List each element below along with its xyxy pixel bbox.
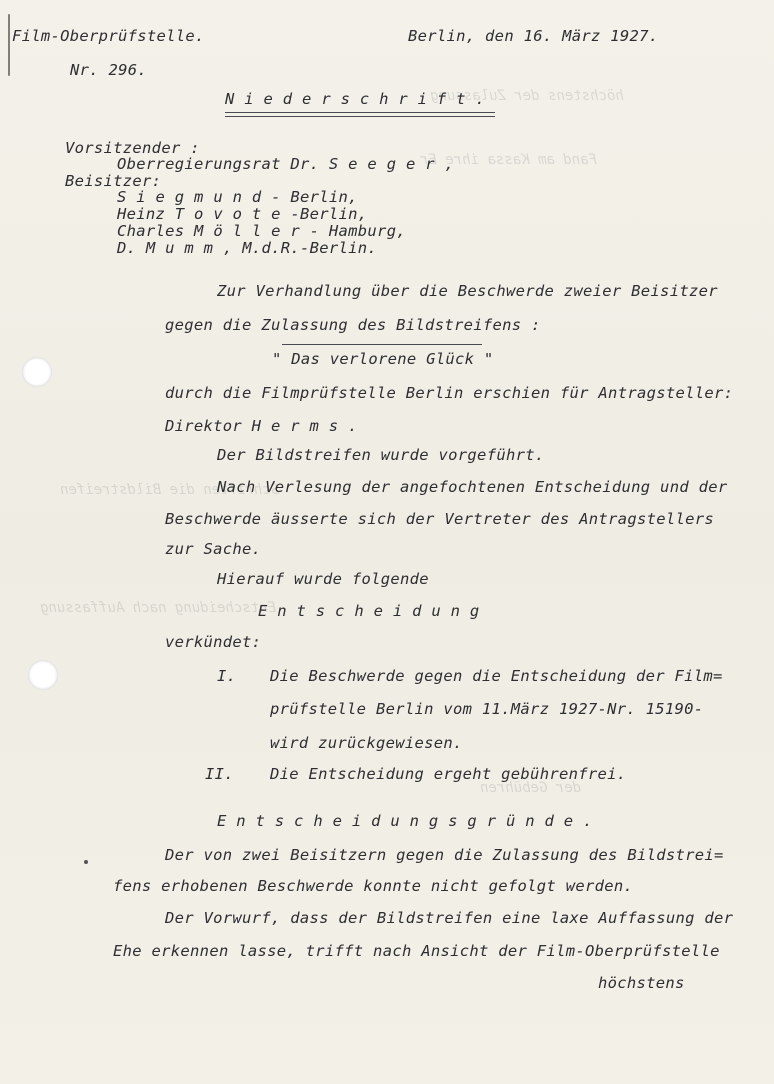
text-line: Der Bildstreifen wurde vorgeführt. [217,446,545,464]
assessor: D. M u m m , M.d.R.-Berlin. [117,239,378,257]
place-date: Berlin, den 16. März 1927. [408,27,659,45]
document-title: N i e d e r s c h r i f t . [225,90,486,108]
decision-heading: E n t s c h e i d u n g [258,602,480,620]
text-line: Ehe erkennen lasse, trifft nach Ansicht der Film-Oberprüfstelle [113,942,720,960]
ruling-number: I. [217,667,237,685]
ink-dot [84,860,88,864]
ruling-number: II. [205,765,234,783]
text-line: fens erhobenen Beschwerde konnte nicht gefolgt werden. [113,877,634,895]
title-underline [225,112,495,113]
show-through: höchstens der Zulassung [430,88,624,104]
document-number: Nr. 296. [70,61,148,79]
text-line: Nach Verlesung der angefochtenen Entscheidung und der [217,478,728,496]
text-line: Hierauf wurde folgende [217,570,429,588]
text-line: Beschwerde äusserte sich der Vertreter des Antragstellers [165,510,715,528]
ruling-text: wird zurückgewiesen. [270,734,463,752]
assessor: Charles M ö l l e r - Hamburg, [117,222,406,240]
assessor: S i e g m u n d - Berlin, [117,188,358,206]
pencil-mark [8,14,10,76]
title-underline [225,116,495,117]
assessors-label: Beisitzer: [65,172,162,190]
ruling-text: Die Entscheidung ergeht gebührenfrei. [270,765,627,783]
film-title-underline [282,344,482,345]
ruling-text: prüfstelle Berlin vom 11.März 1927-Nr. 15190- [270,700,704,718]
ruling-text: Die Beschwerde gegen die Entscheidung der Film= [270,667,723,685]
show-through: der Gebühren [480,780,582,796]
text-line: Zur Verhandlung über die Beschwerde zweier Beisitzer [217,282,718,300]
text-line: gegen die Zulassung des Bildstreifens : [165,316,541,334]
show-through: Fand am Kassa ihre Er [420,152,598,168]
text-line: Der Vorwurf, dass der Bildstreifen eine laxe Auffassung der [165,909,734,927]
show-through: Entscheidung nach Auffassung [40,600,277,616]
assessor: Heinz T o v o t e -Berlin, [117,205,368,223]
punch-hole [22,357,52,387]
text-line: durch die Filmprüfstelle Berlin erschien für Antragsteller: [165,384,734,402]
text-line: Direktor H e r m s . [165,417,358,435]
office-name: Film-Oberprüfstelle. [12,27,205,45]
chair-name: Oberregierungsrat Dr. S e e g e r , [117,155,455,173]
reasons-heading: E n t s c h e i d u n g s g r ü n d e . [217,812,593,830]
show-through: Schriften die Bildstreifen [60,482,280,498]
text-line: Der von zwei Beisitzern gegen die Zulassung des Bildstrei= [165,846,724,864]
chair-label: Vorsitzender : [65,139,200,157]
catchword: höchstens [598,974,685,992]
text-line: verkündet: [165,633,262,651]
film-title: " Das verlorene Glück " [272,350,494,368]
text-line: zur Sache. [165,540,262,558]
punch-hole [28,660,58,690]
